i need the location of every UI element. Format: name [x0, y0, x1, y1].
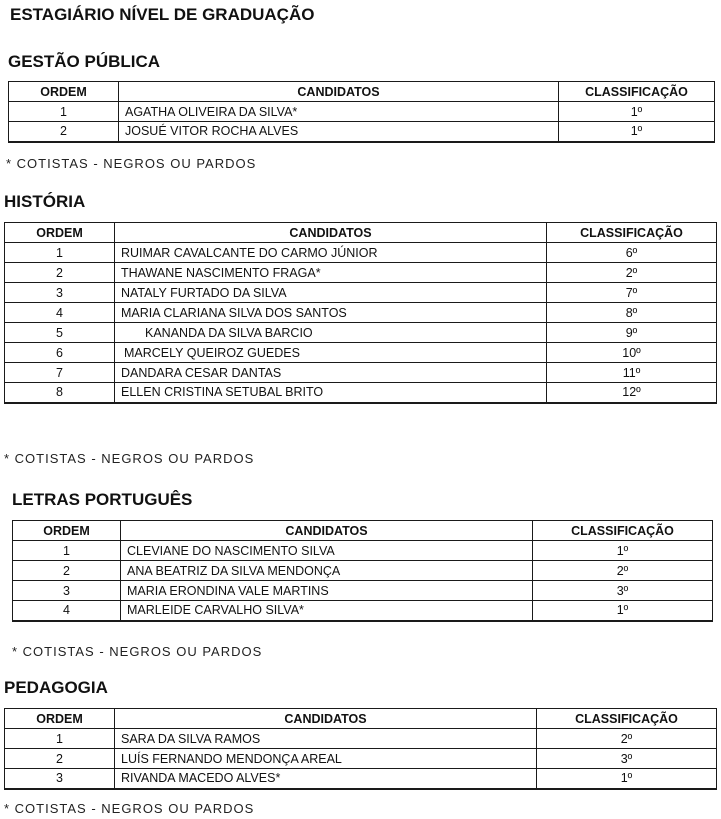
table-row — [5, 263, 717, 283]
section-title-pedagogia: PEDAGOGIA — [4, 678, 108, 697]
cell-candidate: LUÍS FERNANDO MENDONÇA AREAL — [115, 749, 537, 769]
footnote-fragment: * COTISTAS - NEGROS OU PARDOS — [12, 644, 263, 659]
cell-order: 1 — [5, 729, 115, 749]
cell-order: 3 — [5, 769, 115, 789]
cell-rank: 2º — [537, 729, 717, 749]
table-row — [5, 243, 717, 263]
cell-order: 2 — [5, 749, 115, 769]
table-row — [5, 769, 717, 789]
cell-rank: 6º — [547, 243, 717, 263]
cell-rank: 2º — [533, 561, 713, 581]
table-row — [5, 363, 717, 383]
cell-order: 3 — [5, 283, 115, 303]
table-row — [13, 541, 713, 561]
table-row — [9, 102, 715, 122]
header-classificacao: CLASSIFICAÇÃO — [533, 521, 713, 541]
cell-order: 5 — [5, 323, 115, 343]
table-header-row — [9, 82, 715, 102]
cell-order: 4 — [13, 601, 121, 621]
cell-order: 4 — [5, 303, 115, 323]
cell-rank: 3º — [533, 581, 713, 601]
cell-candidate: RUIMAR CAVALCANTE DO CARMO JÚNIOR — [115, 243, 547, 263]
table-row — [13, 561, 713, 581]
table-row — [5, 283, 717, 303]
header-candidatos: CANDIDATOS — [115, 709, 537, 729]
cell-candidate: SARA DA SILVA RAMOS — [115, 729, 537, 749]
document-title: ESTAGIÁRIO NÍVEL DE GRADUAÇÃO — [10, 5, 315, 24]
section-title-gestao-publica: GESTÃO PÚBLICA — [8, 52, 161, 71]
cell-rank: 1º — [559, 122, 715, 142]
cell-rank: 7º — [547, 283, 717, 303]
table-row — [13, 581, 713, 601]
table-gestao-publica — [8, 81, 715, 143]
cell-order: 6 — [5, 343, 115, 363]
cell-candidate: MARLEIDE CARVALHO SILVA* — [121, 601, 533, 621]
table-row — [5, 323, 717, 343]
table-historia — [4, 222, 717, 404]
cell-candidate: AGATHA OLIVEIRA DA SILVA* — [119, 102, 559, 122]
cell-candidate: JOSUÉ VITOR ROCHA ALVES — [119, 122, 559, 142]
header-classificacao: CLASSIFICAÇÃO — [559, 82, 715, 102]
table-row — [5, 343, 717, 363]
table-row — [5, 383, 717, 403]
cell-order: 8 — [5, 383, 115, 403]
cell-rank: 1º — [537, 769, 717, 789]
cell-rank: 1º — [533, 541, 713, 561]
table-row — [5, 729, 717, 749]
cell-candidate: MARCELY QUEIROZ GUEDES — [115, 343, 547, 363]
footnote-fragment: * COTISTAS - NEGROS OU PARDOS — [4, 801, 255, 816]
cell-order: 3 — [13, 581, 121, 601]
cell-rank: 1º — [559, 102, 715, 122]
cell-candidate: KANANDA DA SILVA BARCIO — [115, 323, 547, 343]
section-title-letras-portugues: LETRAS PORTUGUÊS — [12, 490, 193, 509]
table-row — [5, 749, 717, 769]
header-candidatos: CANDIDATOS — [119, 82, 559, 102]
table-pedagogia — [4, 708, 717, 790]
cell-candidate: NATALY FURTADO DA SILVA — [115, 283, 547, 303]
cell-candidate: ANA BEATRIZ DA SILVA MENDONÇA — [121, 561, 533, 581]
cell-candidate: RIVANDA MACEDO ALVES* — [115, 769, 537, 789]
cell-rank: 11º — [547, 363, 717, 383]
header-candidatos: CANDIDATOS — [121, 521, 533, 541]
cell-rank: 3º — [537, 749, 717, 769]
cell-order: 1 — [13, 541, 121, 561]
table-letras-portugues — [12, 520, 713, 622]
cell-rank: 10º — [547, 343, 717, 363]
cell-order: 1 — [5, 243, 115, 263]
section-title-historia: HISTÓRIA — [4, 192, 86, 211]
cell-rank: 8º — [547, 303, 717, 323]
cell-candidate: ELLEN CRISTINA SETUBAL BRITO — [115, 383, 547, 403]
table-header-row — [13, 521, 713, 541]
header-classificacao: CLASSIFICAÇÃO — [547, 223, 717, 243]
footnote-fragment: * COTISTAS - NEGROS OU PARDOS — [6, 156, 257, 171]
cell-order: 2 — [9, 122, 119, 142]
cell-order: 7 — [5, 363, 115, 383]
cell-candidate: MARIA CLARIANA SILVA DOS SANTOS — [115, 303, 547, 323]
table-header-row — [5, 223, 717, 243]
cell-candidate: CLEVIANE DO NASCIMENTO SILVA — [121, 541, 533, 561]
header-ordem: ORDEM — [13, 521, 121, 541]
header-classificacao: CLASSIFICAÇÃO — [537, 709, 717, 729]
cell-candidate: DANDARA CESAR DANTAS — [115, 363, 547, 383]
table-row — [13, 601, 713, 621]
header-ordem: ORDEM — [5, 223, 115, 243]
cell-rank: 12º — [547, 383, 717, 403]
table-row — [9, 122, 715, 142]
table-header-row — [5, 709, 717, 729]
table-row — [5, 303, 717, 323]
footnote-fragment: * COTISTAS - NEGROS OU PARDOS — [4, 451, 255, 466]
cell-candidate: MARIA ERONDINA VALE MARTINS — [121, 581, 533, 601]
cell-candidate: THAWANE NASCIMENTO FRAGA* — [115, 263, 547, 283]
cell-rank: 1º — [533, 601, 713, 621]
header-candidatos: CANDIDATOS — [115, 223, 547, 243]
cell-order: 2 — [5, 263, 115, 283]
cell-order: 1 — [9, 102, 119, 122]
cell-order: 2 — [13, 561, 121, 581]
header-ordem: ORDEM — [5, 709, 115, 729]
cell-rank: 2º — [547, 263, 717, 283]
cell-rank: 9º — [547, 323, 717, 343]
header-ordem: ORDEM — [9, 82, 119, 102]
